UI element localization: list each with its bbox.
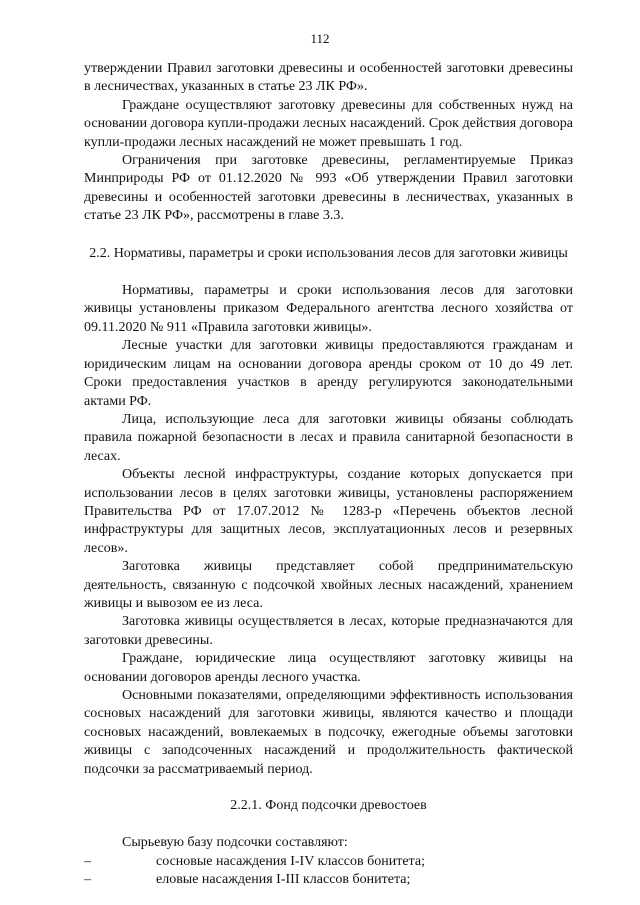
paragraph-continuation: утверждении Правил заготовки древесины и особенностей заготовки древесины в лесничествах, указанных в статье 23 ЛК РФ».: [84, 61, 573, 95]
paragraph: Объекты лесной инфраструктуры, создание которых допускается при использовании лесов в целях заготовки живицы, установлены распоряжением Правительства РФ от 17.07.2012 № 1283-р «Перечень объектов лесной инфраструктуры для защитных лесов, эксплуатационных лесов и резервных лесов».: [84, 467, 573, 556]
subsection-heading: 2.2.1. Фонд подсочки древостоев: [230, 798, 427, 814]
paragraph: Заготовка живицы осуществляется в лесах, которые предназначаются для заготовки древесины.: [84, 614, 573, 648]
paragraph: Граждане осуществляют заготовку древесины для собственных нужд на основании договора купли-продажи лесных насаждений. Срок действия договора купли-продажи лесных насаждений не может превышать 1 год.: [84, 97, 573, 150]
paragraph: Лица, использующие леса для заготовки живицы обязаны соблюдать правила пожарной безопасности в лесах и правила санитарной безопасности в лесах.: [84, 411, 573, 464]
paragraph: Ограничения при заготовке древесины, регламентируемые Приказ Минприроды РФ от 01.12.2020 № 993 «Об утверждении Правил заготовки древесины и особенностей заготовки древесины в лесничествах, указанных в статье 23 ЛК РФ», рассмотрены в главе 3.3.: [84, 153, 573, 224]
list-item: [84, 871, 573, 889]
list-item-text: сосновые насаждения I-IV классов бонитета;: [156, 853, 425, 869]
paragraph: Основными показателями, определяющими эффективность использования сосновых насаждений для заготовки живицы, являются качество и площади сосновых насаждений, вовлекаемых в подсочку, ежегодные объемы заготовки живицы с заподсоченных насаждений и продолжительность фактической подсочки за рассматриваемый период.: [84, 688, 573, 777]
bullet-list: [84, 853, 573, 890]
dash-bullet-icon: –: [84, 853, 91, 869]
paragraph: Граждане, юридические лица осуществляют заготовку живицы на основании договоров аренды лесного участка.: [84, 651, 573, 685]
paragraph: Нормативы, параметры и сроки использования лесов для заготовки живицы установлены приказом Федерального агентства лесного хозяйства от 09.11.2020 № 911 «Правила заготовки живицы».: [84, 283, 573, 335]
document-body: [84, 60, 573, 890]
paragraph: Заготовка живицы представляет собой предпринимательскую деятельность, связанную с подсочкой хвойных лесных насаждений, хранением живицы и вывозом ее из леса.: [84, 559, 573, 611]
list-item-text: еловые насаждения I-III классов бонитета;: [156, 872, 411, 888]
page-number: 112: [310, 31, 330, 46]
dash-bullet-icon: –: [84, 872, 91, 888]
list-item: [84, 853, 573, 871]
list-intro: Сырьевую базу подсочки составляют:: [122, 835, 348, 851]
section-heading: 2.2. Нормативы, параметры и сроки использования лесов для заготовки живицы: [89, 245, 568, 261]
paragraph: Лесные участки для заготовки живицы предоставляются гражданам и юридическим лицам на основании договора аренды сроком от 10 до 49 лет. Сроки предоставления участков в аренду регулируются законодательными актами РФ.: [84, 338, 573, 409]
